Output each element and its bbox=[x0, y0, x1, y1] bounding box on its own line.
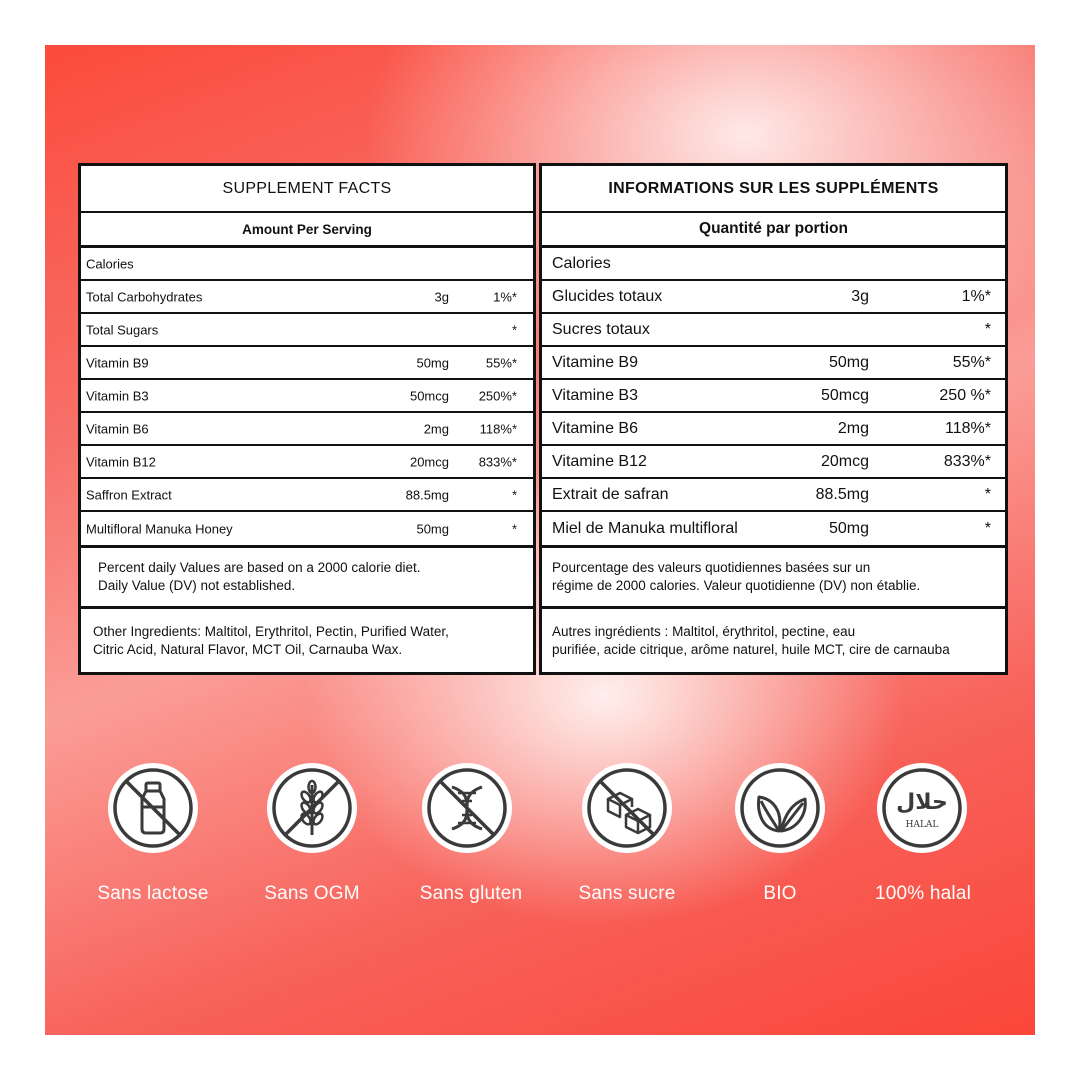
nutrient-name: Vitamine B3 bbox=[552, 386, 638, 404]
nutrient-name: Sucres totaux bbox=[552, 320, 650, 338]
nutrient-daily-value: 55%* bbox=[485, 355, 517, 370]
nutrient-name: Vitamin B6 bbox=[86, 421, 149, 436]
nutrient-row bbox=[81, 380, 533, 413]
nutrient-row bbox=[542, 380, 1005, 413]
note-line: régime de 2000 calories. Valeur quotidienne (DV) non établie. bbox=[552, 577, 921, 593]
nutrient-daily-value: 833%* bbox=[943, 452, 991, 470]
badge-label: BIO bbox=[763, 883, 797, 904]
nutrient-daily-value: * bbox=[984, 519, 991, 537]
note-line: Pourcentage des valeurs quotidiennes basées sur un bbox=[552, 559, 871, 575]
nutrient-row bbox=[81, 248, 533, 281]
halal-latin-text: HALAL bbox=[905, 820, 939, 830]
nutrient-row bbox=[81, 413, 533, 446]
badge-label: Sans sucre bbox=[578, 883, 676, 904]
nutrient-daily-value: * bbox=[984, 320, 991, 338]
daily-value-note bbox=[542, 547, 1005, 609]
nutrient-row bbox=[542, 446, 1005, 479]
nutrient-amount: 50mcg bbox=[820, 386, 869, 404]
nutrient-name: Saffron Extract bbox=[86, 487, 172, 502]
nutrient-row bbox=[542, 314, 1005, 347]
nutrient-daily-value: 833%* bbox=[478, 454, 517, 469]
nutrient-name: Vitamin B9 bbox=[86, 355, 149, 370]
nutrient-row bbox=[81, 512, 533, 548]
panel-title-text: SUPPLEMENT FACTS bbox=[222, 179, 392, 197]
nutrient-row bbox=[81, 479, 533, 512]
badge-label: Sans gluten bbox=[419, 883, 523, 904]
nutrient-row bbox=[81, 347, 533, 380]
other-ingredients bbox=[81, 609, 533, 672]
panel-title bbox=[542, 166, 1005, 213]
note-line: Daily Value (DV) not established. bbox=[98, 577, 296, 593]
nutrient-name: Glucides totaux bbox=[552, 287, 663, 305]
nutrient-daily-value: 118%* bbox=[945, 419, 991, 437]
badge-sans-gluten bbox=[422, 763, 512, 853]
nutrient-row bbox=[542, 512, 1005, 548]
nutrient-name: Vitamin B3 bbox=[86, 388, 149, 403]
no-bottle-icon bbox=[108, 763, 198, 853]
badge-sans-sucre bbox=[582, 763, 672, 853]
badge-label: Sans OGM bbox=[264, 883, 360, 904]
supplement-facts-panel-fr bbox=[539, 163, 1008, 675]
ingredients-line: purifiée, acide citrique, arôme naturel, huile MCT, cire de carnauba bbox=[552, 641, 950, 657]
halal-arabic-text: حلال bbox=[896, 790, 948, 815]
badge-bio bbox=[735, 763, 825, 853]
nutrient-amount: 2mg bbox=[423, 421, 449, 436]
nutrient-amount: 3g bbox=[851, 287, 869, 305]
nutrient-name: Total Carbohydrates bbox=[86, 289, 203, 304]
nutrient-name: Vitamin B12 bbox=[86, 454, 156, 469]
no-sugar-cube-icon bbox=[582, 763, 672, 853]
nutrient-row bbox=[81, 314, 533, 347]
nutrient-daily-value: * bbox=[984, 485, 991, 503]
panel-title bbox=[81, 166, 533, 213]
badge-halal bbox=[877, 763, 967, 853]
ingredients-line: Citric Acid, Natural Flavor, MCT Oil, Carnauba Wax. bbox=[93, 641, 403, 657]
nutrient-daily-value: * bbox=[511, 521, 517, 536]
nutrient-name: Calories bbox=[86, 256, 134, 271]
nutrient-name: Miel de Manuka multifloral bbox=[552, 519, 738, 537]
nutrient-name: Total Sugars bbox=[86, 322, 159, 337]
other-ingredients bbox=[542, 609, 1005, 672]
nutrient-daily-value: * bbox=[511, 322, 517, 337]
product-info-card bbox=[45, 45, 1035, 1035]
nutrient-amount: 20mcg bbox=[409, 454, 449, 469]
nutrient-amount: 50mg bbox=[416, 355, 449, 370]
nutrient-amount: 88.5mg bbox=[405, 487, 449, 502]
nutrient-daily-value: 118%* bbox=[479, 421, 517, 436]
nutrient-name: Vitamine B6 bbox=[552, 419, 638, 437]
nutrient-amount: 50mcg bbox=[409, 388, 449, 403]
panel-title-text: INFORMATIONS SUR LES SUPPLÉMENTS bbox=[608, 179, 939, 197]
nutrient-row bbox=[542, 281, 1005, 314]
nutrient-name: Vitamine B12 bbox=[552, 452, 647, 470]
nutrient-amount: 50mg bbox=[828, 353, 869, 371]
nutrient-row bbox=[81, 281, 533, 314]
nutrient-daily-value: 1%* bbox=[961, 287, 991, 305]
nutrient-name: Calories bbox=[552, 254, 611, 272]
nutrient-name: Extrait de safran bbox=[552, 485, 669, 503]
nutrient-daily-value: 55%* bbox=[952, 353, 991, 371]
no-wheat-icon bbox=[267, 763, 357, 853]
nutrient-daily-value: 250 %* bbox=[939, 386, 991, 404]
nutrient-daily-value: 250%* bbox=[478, 388, 517, 403]
amount-per-serving-header bbox=[81, 213, 533, 248]
nutrient-row bbox=[542, 479, 1005, 512]
nutrient-amount: 2mg bbox=[837, 419, 869, 437]
nutrient-row bbox=[542, 248, 1005, 281]
badge-sans-ogm bbox=[267, 763, 357, 853]
nutrient-name: Multifloral Manuka Honey bbox=[86, 521, 233, 536]
nutrient-amount: 50mg bbox=[828, 519, 869, 537]
badge-label: Sans lactose bbox=[97, 883, 209, 904]
supplement-facts-panel-en bbox=[78, 163, 536, 675]
nutrient-amount: 50mg bbox=[416, 521, 449, 536]
subtitle-text: Quantité par portion bbox=[699, 220, 848, 237]
halal-icon bbox=[877, 763, 967, 853]
ingredients-line: Other Ingredients: Maltitol, Erythritol, Pectin, Purified Water, bbox=[93, 623, 449, 639]
nutrient-amount: 3g bbox=[434, 289, 449, 304]
nutrient-amount: 20mcg bbox=[820, 452, 869, 470]
daily-value-note bbox=[81, 547, 533, 609]
subtitle-text: Amount Per Serving bbox=[242, 221, 372, 237]
no-dna-icon bbox=[422, 763, 512, 853]
nutrient-daily-value: * bbox=[511, 487, 517, 502]
nutrient-row bbox=[542, 413, 1005, 446]
nutrient-row bbox=[81, 446, 533, 479]
nutrient-row bbox=[542, 347, 1005, 380]
leaves-icon bbox=[735, 763, 825, 853]
nutrient-name: Vitamine B9 bbox=[552, 353, 638, 371]
ingredients-line: Autres ingrédients : Maltitol, érythritol, pectine, eau bbox=[552, 623, 856, 639]
nutrient-daily-value: 1%* bbox=[493, 289, 517, 304]
badge-sans-lactose bbox=[108, 763, 198, 853]
badge-label: 100% halal bbox=[874, 883, 972, 904]
quantite-par-portion-header bbox=[542, 213, 1005, 248]
nutrient-amount: 88.5mg bbox=[815, 485, 869, 503]
note-line: Percent daily Values are based on a 2000 calorie diet. bbox=[98, 559, 421, 575]
